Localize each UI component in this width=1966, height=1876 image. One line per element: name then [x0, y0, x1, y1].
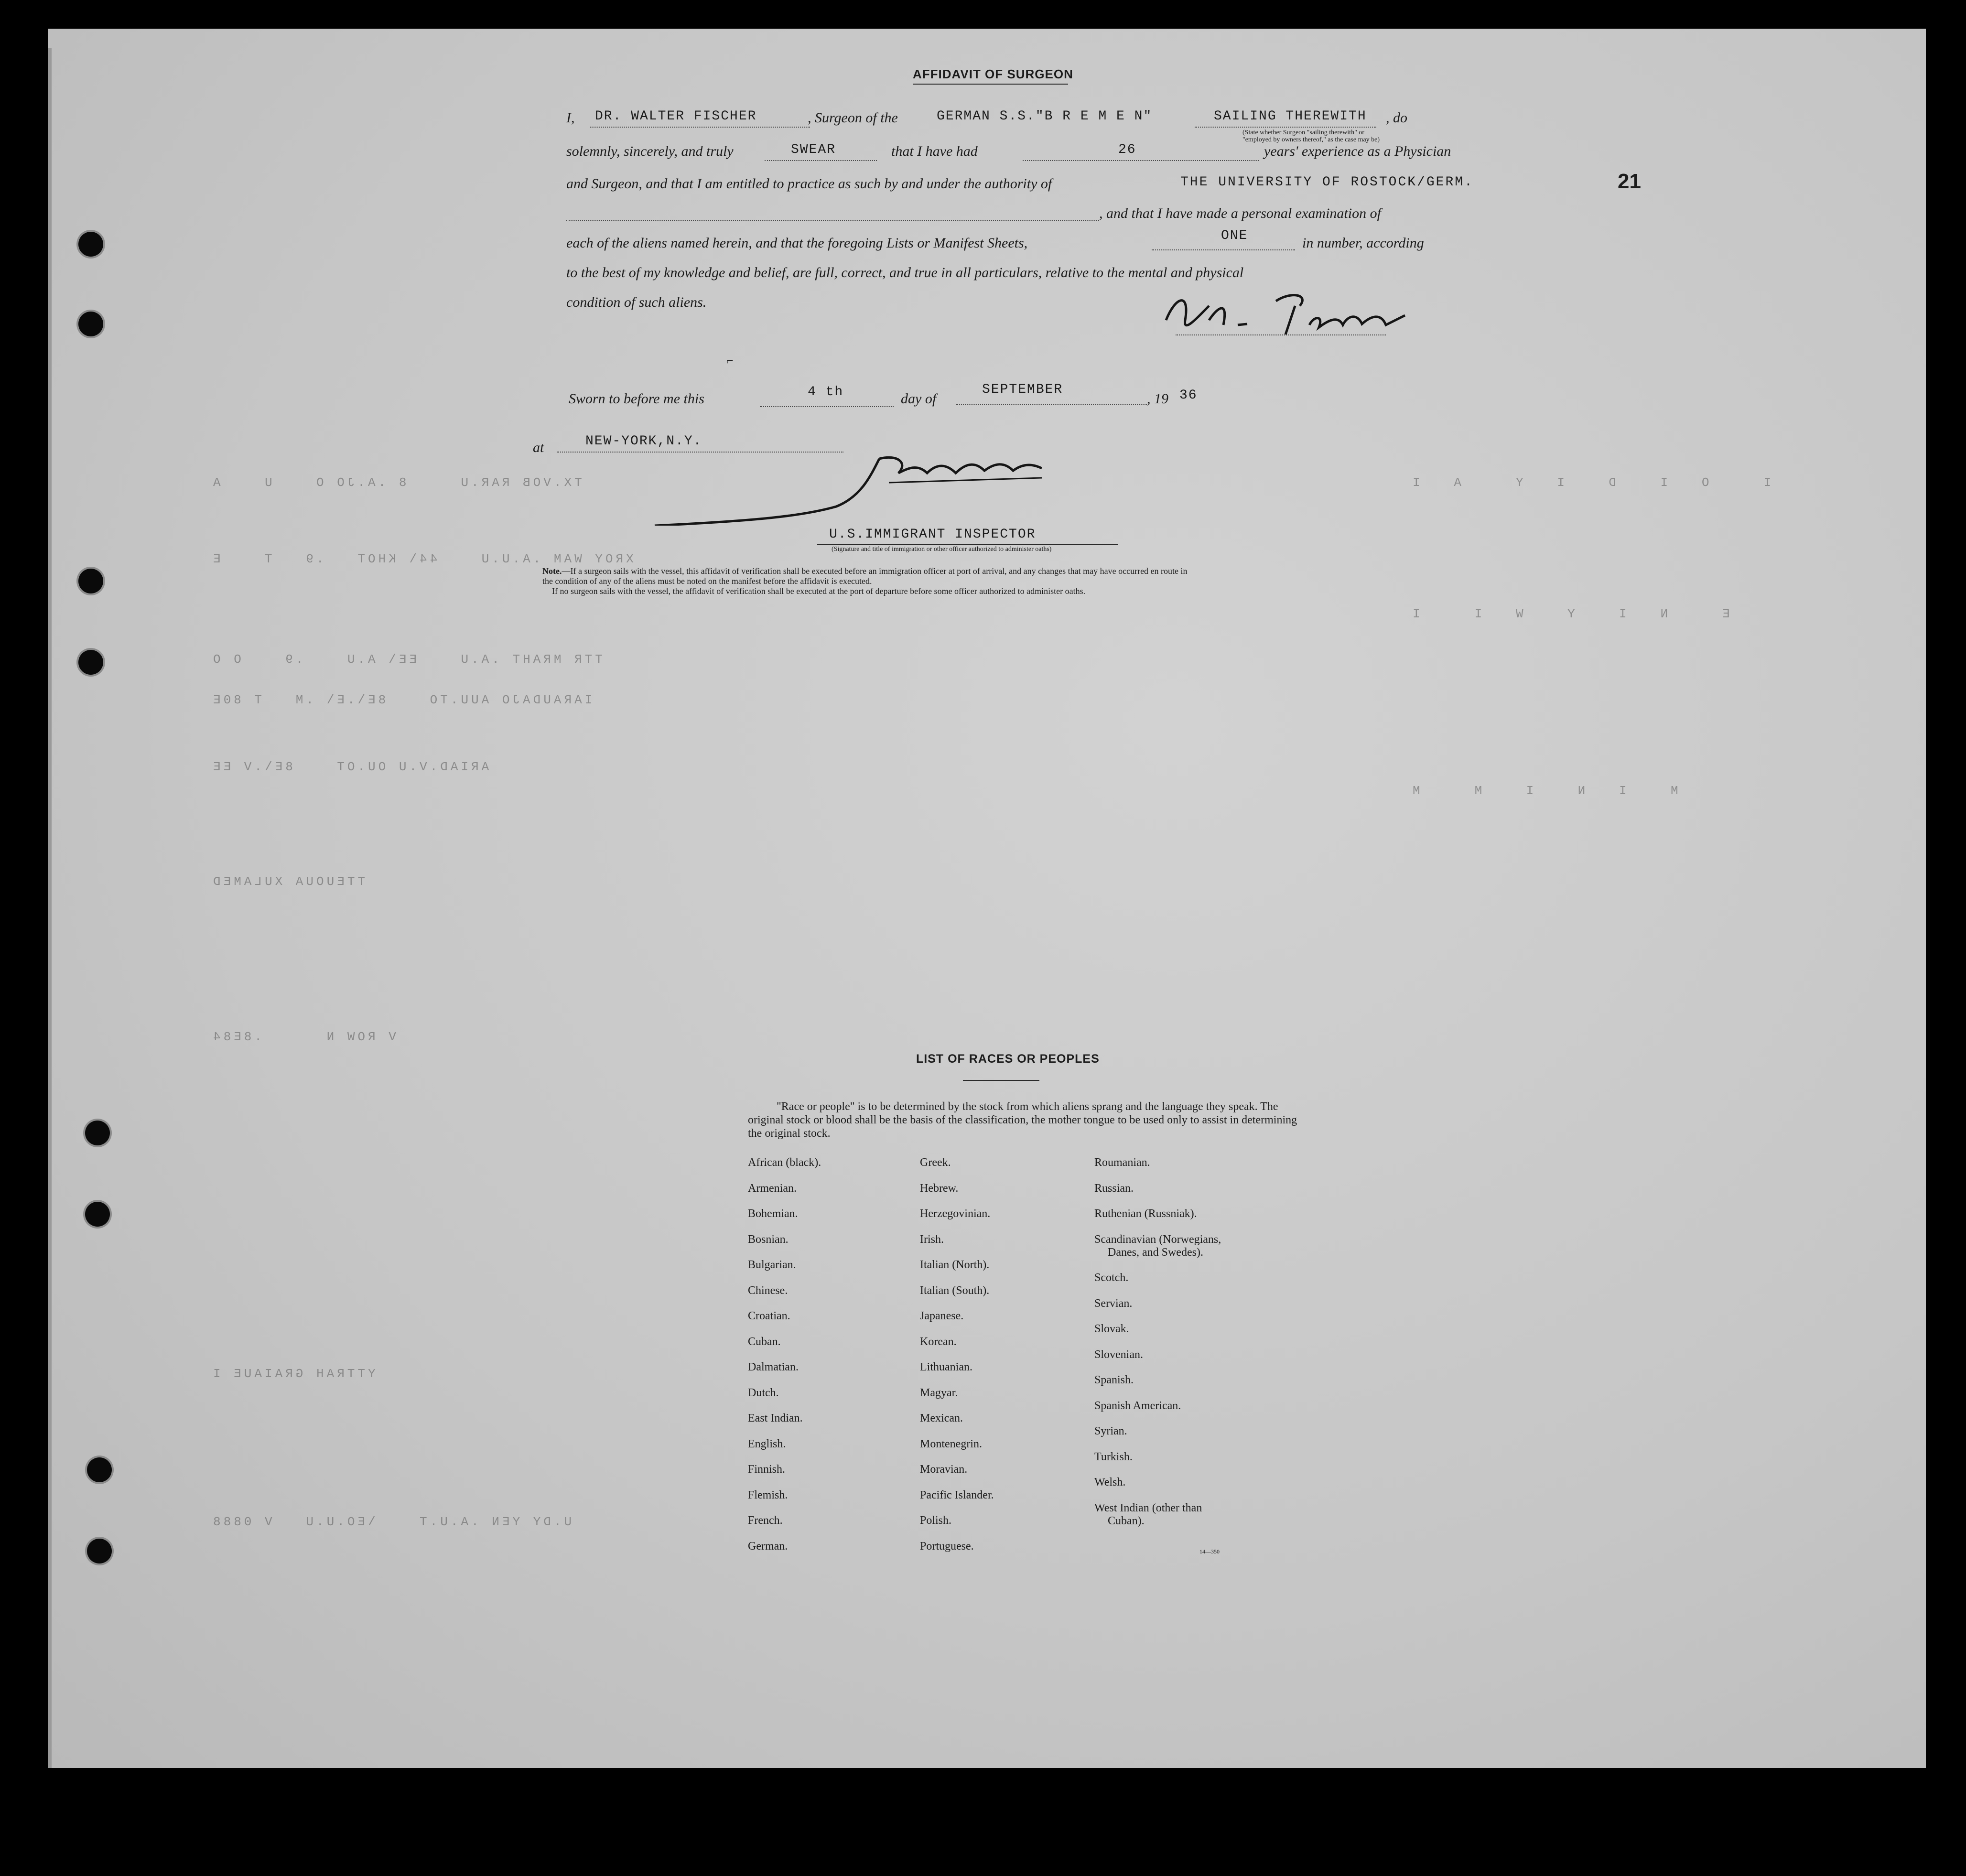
inspector-signature — [612, 449, 1118, 526]
note-line1 — [542, 566, 1188, 576]
affidavit-line2-post: years' experience as a Physician — [1264, 143, 1451, 159]
form-code: 14—350 — [1199, 1548, 1220, 1555]
race-item: West Indian (other than — [1094, 1501, 1202, 1514]
race-item: Herzegovinian. — [920, 1208, 991, 1220]
inspector-title: U.S.IMMIGRANT INSPECTOR — [829, 527, 1036, 542]
race-item: Russian. — [1094, 1182, 1134, 1195]
binder-hole — [78, 312, 103, 336]
affidavit-line5-pre: each of the aliens named herein, and that the foregoing Lists or Manifest Sheets, — [566, 235, 1028, 251]
binder-hole — [85, 1121, 110, 1145]
sworn-month: SEPTEMBER — [982, 382, 1063, 397]
race-item: East Indian. — [748, 1412, 803, 1424]
affidavit-title: AFFIDAVIT OF SURGEON — [913, 67, 1073, 81]
race-item: Flemish. — [748, 1488, 788, 1501]
race-item: Bosnian. — [748, 1233, 789, 1246]
race-item: Dutch. — [748, 1386, 779, 1399]
race-item: Greek. — [920, 1156, 951, 1169]
race-item: Dalmatian. — [748, 1361, 799, 1373]
bleed-through-text: TX.VOB RAR.U 8 .A.JO O U A — [210, 475, 582, 490]
race-item: Bulgarian. — [748, 1259, 796, 1271]
at-label: at — [533, 440, 544, 455]
sworn-day: 4 th — [808, 385, 844, 399]
race-item: German. — [748, 1540, 788, 1553]
race-item: Irish. — [920, 1233, 944, 1246]
affidavit-line1-pre: I, — [566, 110, 575, 126]
note-text3: If no surgeon sails with the vessel, the affidavit of verification shall be executed at the port of departure before some officer authorized to administer oaths. — [552, 586, 1086, 596]
note-text1: —If a surgeon sails with the vessel, this affidavit of verification shall be executed before an immigration officer at port of arrival, and any changes that may have occurred en route in — [562, 566, 1188, 576]
race-item: Hebrew. — [920, 1182, 959, 1195]
binder-hole — [78, 569, 103, 593]
page-number: 21 — [1618, 170, 1641, 193]
races-title: LIST OF RACES OR PEOPLES — [916, 1052, 1100, 1066]
race-item: Turkish. — [1094, 1450, 1133, 1463]
document-page — [48, 29, 1926, 1768]
race-item: Scandinavian (Norwegians, — [1094, 1233, 1221, 1246]
affidavit-line2-pre: solemnly, sincerely, and truly — [566, 143, 734, 159]
binder-hole — [85, 1202, 110, 1227]
sworn-pre: Sworn to before me this — [569, 391, 704, 407]
race-item: Portuguese. — [920, 1540, 974, 1553]
note-label: Note. — [542, 566, 562, 576]
race-item: Croatian. — [748, 1310, 790, 1322]
race-item: Ruthenian (Russniak). — [1094, 1208, 1197, 1220]
race-item: Magyar. — [920, 1386, 958, 1399]
race-item: Spanish American. — [1094, 1399, 1181, 1412]
race-item: Japanese. — [920, 1310, 964, 1322]
race-item: Bohemian. — [748, 1208, 798, 1220]
ship-name: GERMAN S.S."B R E M E N" — [937, 109, 1153, 124]
race-item: Italian (South). — [920, 1284, 990, 1297]
page-edge-line — [48, 48, 52, 1768]
sworn-year: 36 — [1179, 388, 1198, 403]
bleed-through-text: XROY WAM .A.U.U 44\ KHOT .9 T E — [210, 552, 634, 566]
bleed-through-text: TTEUOUA XULAMED — [210, 874, 366, 889]
fill-line — [760, 406, 894, 407]
manifest-sheet-count: ONE — [1221, 228, 1248, 243]
capacity-note: (State whether Surgeon "sailing therewith" or "employed by owners thereof," as the case may be) — [1242, 129, 1380, 143]
fill-line — [765, 160, 877, 161]
races-intro: "Race or people" is to be determined by the stock from which aliens sprang and the language they speak. The original stock or blood shall be the basis of the classification, the mother tongue to be used only to assist in determining the original stock. — [748, 1100, 1297, 1140]
bleed-through-text: TTR MRAHT .A.U EE\ A.U .9 O O — [210, 652, 603, 667]
bleed-through-text: YTTRAH GRAIAUE I — [210, 1367, 376, 1381]
signature-line — [1176, 334, 1386, 335]
races-title-underline — [963, 1080, 1039, 1081]
race-item: Syrian. — [1094, 1425, 1127, 1437]
affidavit-line1-mid: , Surgeon of the — [808, 110, 898, 126]
affidavit-line1-post: , do — [1386, 110, 1407, 126]
fill-line — [956, 404, 1147, 405]
race-item: English. — [748, 1437, 786, 1450]
race-item: African (black). — [748, 1156, 821, 1169]
affidavit-line5-post: in number, according — [1302, 235, 1424, 251]
oath-type: SWEAR — [791, 142, 836, 157]
race-item: Welsh. — [1094, 1476, 1126, 1488]
bleed-through-text: V ROW N .8E84 — [210, 1030, 396, 1044]
affidavit-line4-post: , and that I have made a personal examination of — [1099, 205, 1381, 221]
bleed-through-text: IARAUDAJO AUU.TO 8E\.E\ .M T 80E — [210, 693, 593, 707]
binder-hole — [78, 232, 103, 257]
race-item: Armenian. — [748, 1182, 797, 1195]
sworn-mid: day of — [901, 391, 937, 407]
race-item: Italian (North). — [920, 1259, 990, 1271]
race-item: Chinese. — [748, 1284, 788, 1297]
race-item: Mexican. — [920, 1412, 963, 1424]
bleed-through-text: M I N I M M — [1410, 784, 1678, 798]
affidavit-line2-mid: that I have had — [891, 143, 978, 159]
title-underline — [913, 84, 1068, 85]
fill-line — [566, 220, 1099, 221]
race-item: French. — [748, 1514, 783, 1527]
note-text2: the condition of any of the aliens must be noted on the manifest before the affidavit is executed. — [542, 576, 872, 586]
race-item: Pacific Islander. — [920, 1488, 994, 1501]
fill-line — [1195, 127, 1376, 128]
fill-line — [590, 127, 810, 128]
surgeon-name: DR. WALTER FISCHER — [595, 109, 757, 124]
licensing-authority: THE UNIVERSITY OF ROSTOCK/GERM. — [1180, 175, 1474, 190]
affidavit-line3-pre: and Surgeon, and that I am entitled to practice as such by and under the authority of — [566, 176, 1052, 192]
bleed-through-text: U.DY YEN .A.U.T \EO.U.U V 0888 — [210, 1515, 572, 1529]
corner-mark: ⌐ — [726, 354, 734, 367]
race-item: Cuban). — [1108, 1514, 1145, 1527]
bleed-through-text: E N I Y W I I — [1410, 607, 1730, 621]
races-column-3 — [1094, 1156, 1221, 1528]
race-item: Cuban. — [748, 1335, 781, 1348]
fill-line — [1152, 249, 1295, 250]
surgeon-signature — [1156, 287, 1424, 344]
binder-hole — [87, 1457, 112, 1482]
binder-hole — [87, 1539, 112, 1563]
race-item: Lithuanian. — [920, 1361, 972, 1373]
bleed-through-text: I O I D I Y A I — [1410, 475, 1772, 490]
affidavit-line6: to the best of my knowledge and belief, are full, correct, and true in all particulars, relative to the mental and physical — [566, 265, 1244, 280]
race-item: Slovak. — [1094, 1323, 1129, 1335]
inspector-line — [817, 544, 1118, 545]
sworn-year-prefix: , 19 — [1147, 391, 1168, 407]
years-experience: 26 — [1118, 142, 1136, 157]
race-item: Polish. — [920, 1514, 952, 1527]
race-item: Spanish. — [1094, 1374, 1134, 1386]
race-item: Servian. — [1094, 1297, 1133, 1310]
fill-line — [1023, 160, 1259, 161]
races-column-1 — [748, 1156, 821, 1565]
inspector-note: (Signature and title of immigration or other officer authorized to administer oaths) — [832, 546, 1052, 553]
races-column-2 — [920, 1156, 994, 1565]
race-item: Moravian. — [920, 1463, 968, 1476]
binder-hole — [78, 650, 103, 675]
bleed-through-text: ARIAD.V.U OU.OT 8E\.V EE — [210, 760, 489, 774]
sworn-place: NEW-YORK,N.Y. — [585, 434, 702, 449]
race-item: Finnish. — [748, 1463, 786, 1476]
race-item: Scotch. — [1094, 1272, 1129, 1284]
surgeon-capacity: SAILING THEREWITH — [1214, 109, 1367, 124]
race-item: Korean. — [920, 1335, 957, 1348]
race-item: Slovenian. — [1094, 1348, 1143, 1361]
race-item: Danes, and Swedes). — [1108, 1246, 1203, 1259]
race-item: Montenegrin. — [920, 1437, 982, 1450]
race-item: Roumanian. — [1094, 1156, 1150, 1169]
affidavit-line7: condition of such aliens. — [566, 294, 707, 310]
